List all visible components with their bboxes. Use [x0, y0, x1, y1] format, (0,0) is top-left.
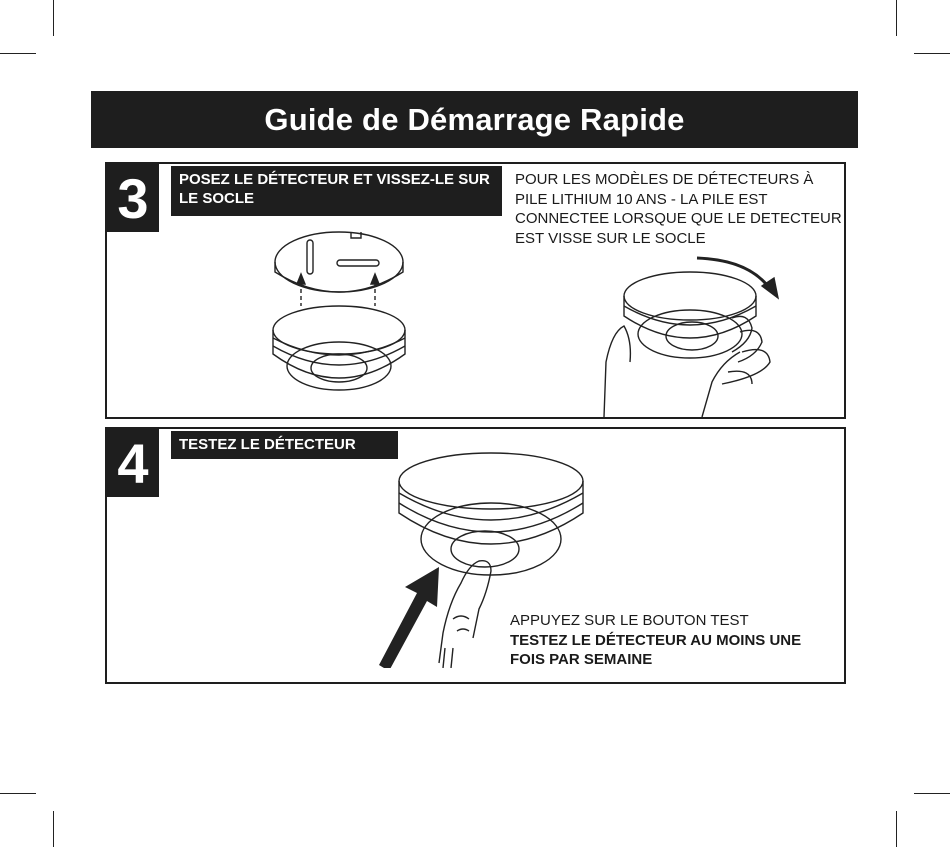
crop-mark [53, 811, 54, 847]
crop-mark [0, 793, 36, 794]
crop-mark [53, 0, 54, 36]
mounting-base-illustration [267, 226, 417, 416]
detector-twist-illustration [602, 252, 792, 417]
crop-mark [896, 811, 897, 847]
step-number: 3 [107, 164, 159, 232]
note-line: APPUYEZ SUR LE BOUTON TEST [510, 612, 749, 629]
crop-mark [914, 793, 950, 794]
detector-test-press-illustration [369, 443, 599, 668]
step-heading: POSEZ LE DÉTECTEUR ET VISSEZ-LE SUR LE SOCLE [171, 166, 502, 216]
step-number: 4 [107, 429, 159, 497]
step-heading: TESTEZ LE DÉTECTEUR [171, 431, 398, 459]
crop-mark [0, 53, 36, 54]
step-3-panel [105, 162, 846, 419]
page-title: Guide de Démarrage Rapide [91, 91, 858, 148]
step-note: POUR LES MODÈLES DE DÉTECTEURS À PILE LITHIUM 10 ANS - LA PILE EST CONNECTEE LORSQUE QUE LE DETECTEUR EST VISSE SUR LE SOCLE [515, 171, 842, 247]
note-bold: TESTEZ LE DÉTECTEUR AU MOINS UNE FOIS PAR SEMAINE [510, 631, 802, 668]
crop-mark [914, 53, 950, 54]
crop-mark [896, 0, 897, 36]
step-4-panel [105, 427, 846, 684]
